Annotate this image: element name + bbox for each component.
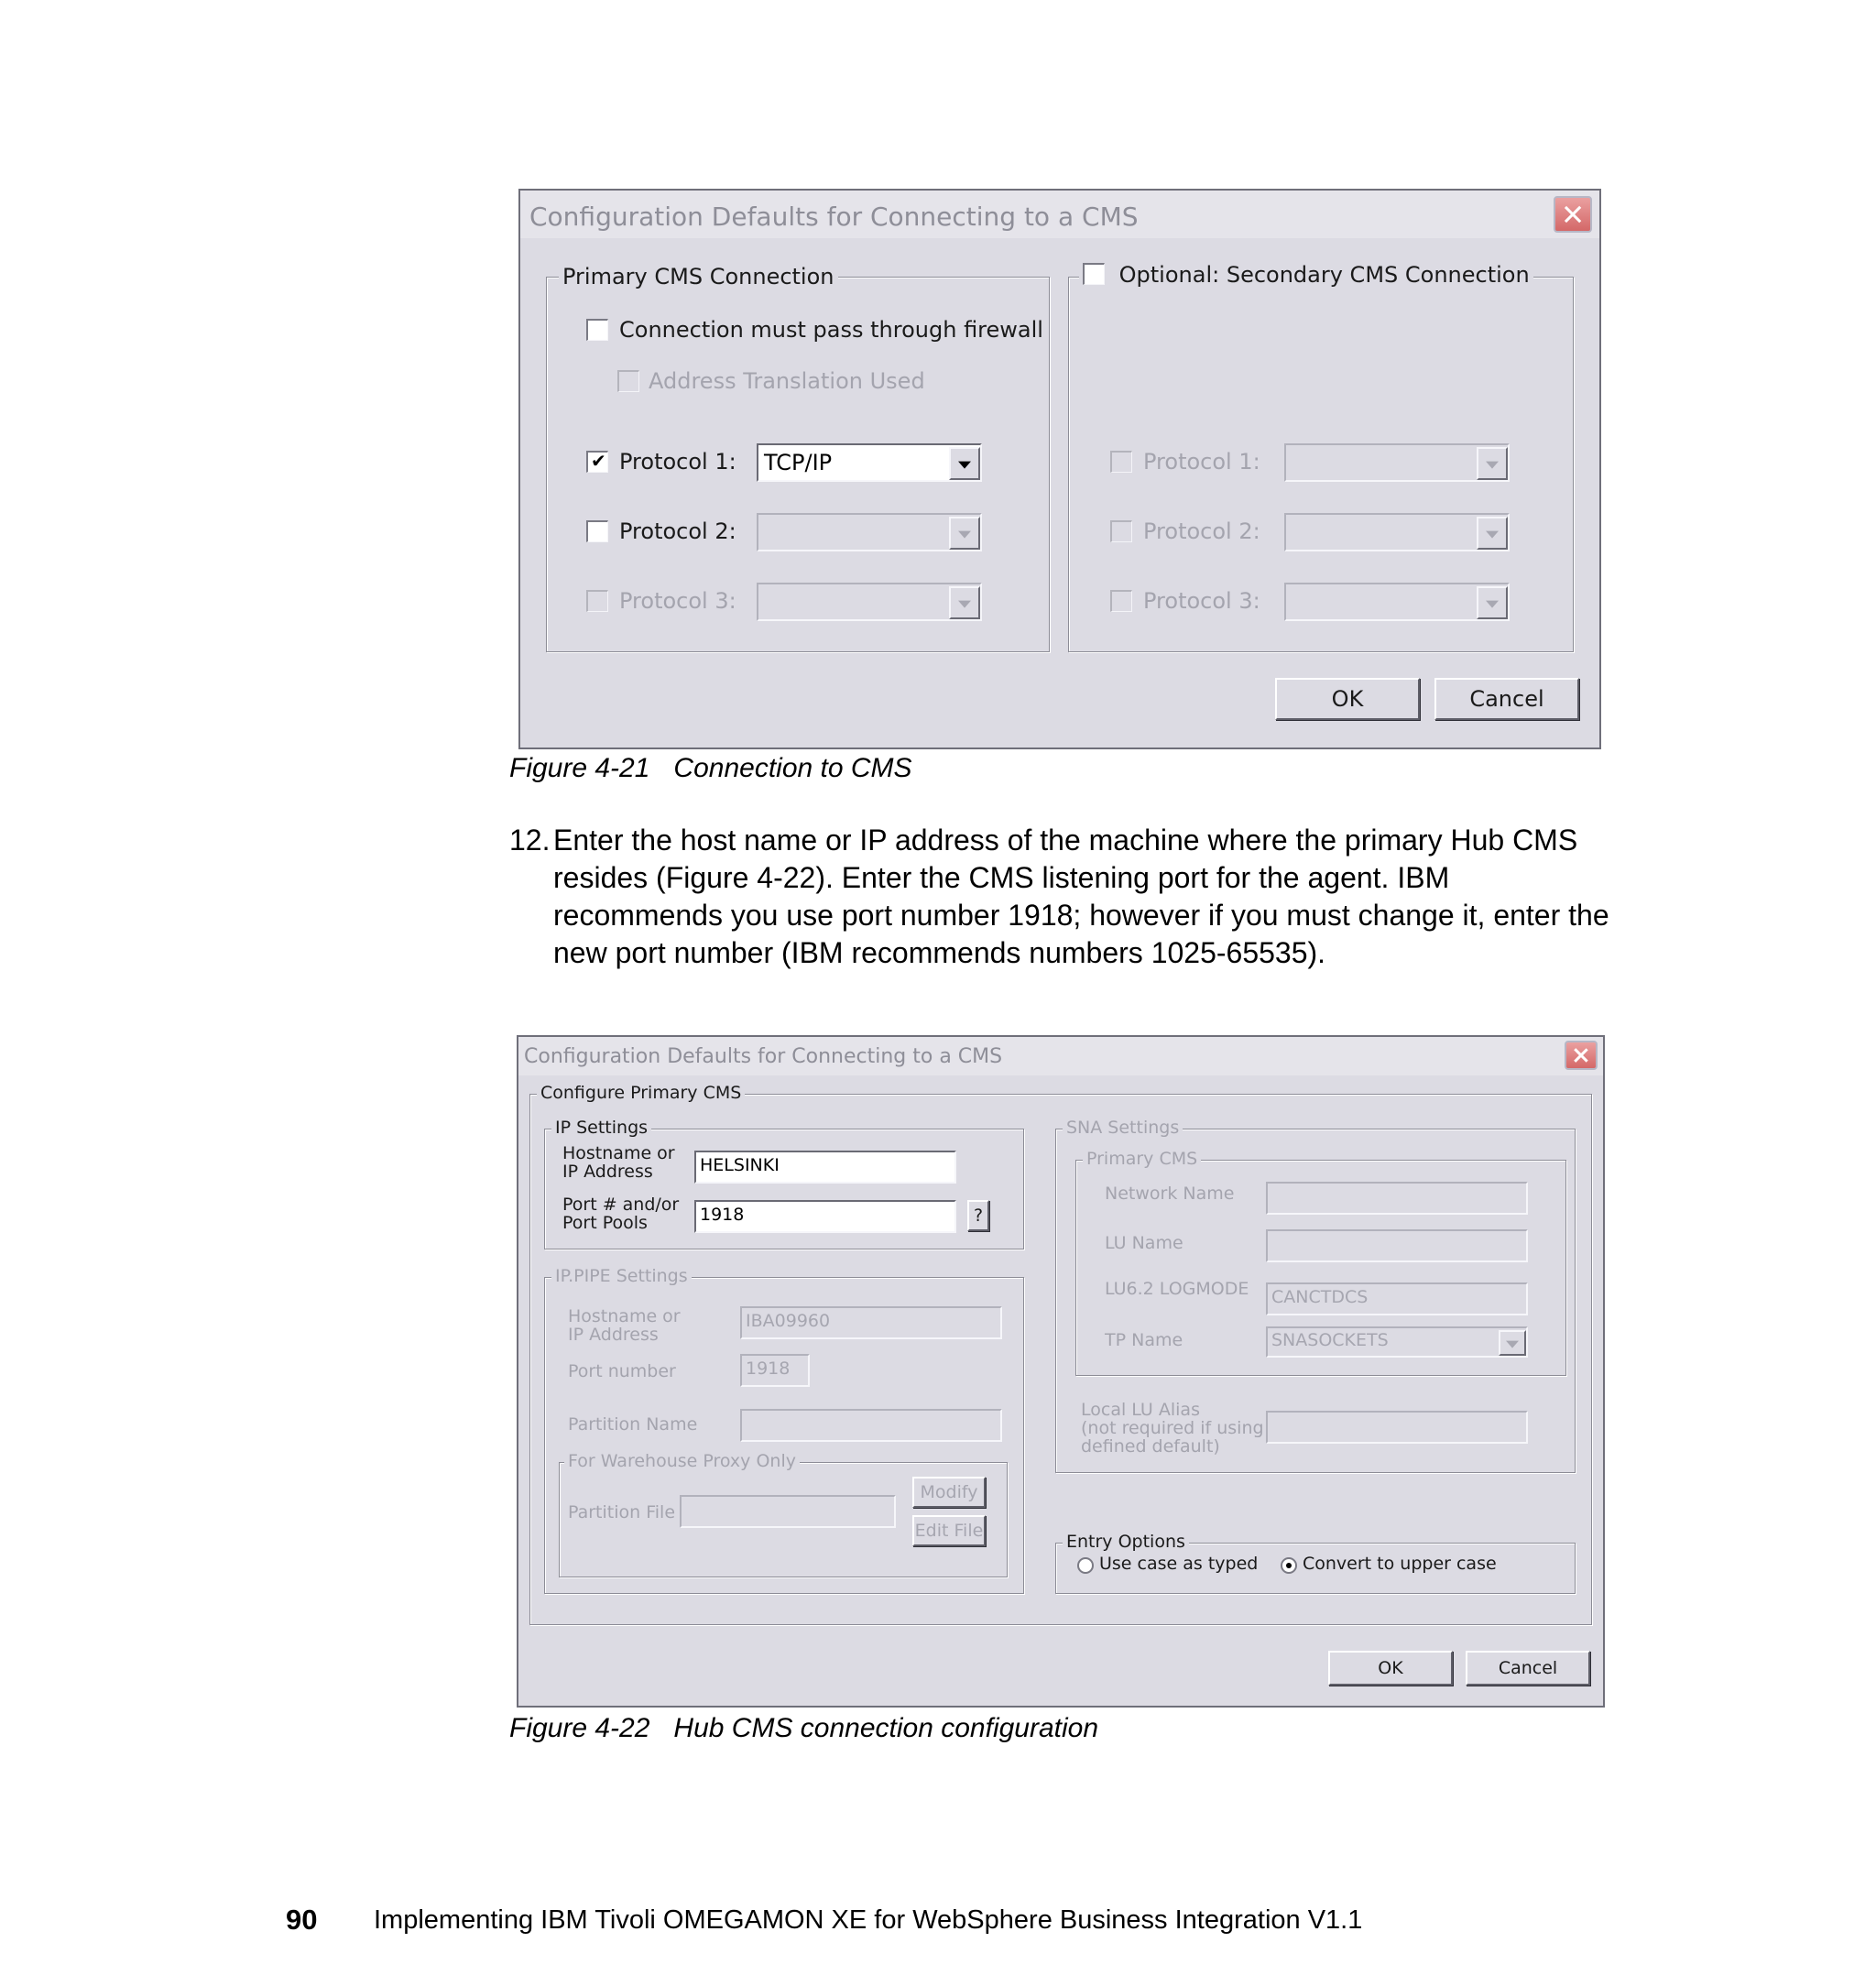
network-name-label: Network Name — [1105, 1184, 1235, 1204]
secondary-protocol-3-dropdown-button[interactable] — [1477, 586, 1508, 619]
chevron-down-icon — [1486, 601, 1499, 608]
hostname-input[interactable]: HELSINKI — [694, 1151, 956, 1184]
radio-selected-dot — [1286, 1563, 1292, 1568]
secondary-cms-label: Optional: Secondary CMS Connection — [1118, 262, 1530, 288]
sna-primary-cms-legend: Primary CMS — [1083, 1149, 1201, 1169]
protocol-1-label: Protocol 1: — [619, 449, 736, 475]
port-help-button[interactable]: ? — [967, 1200, 989, 1231]
ip-settings-legend: IP Settings — [551, 1118, 651, 1138]
book-title: Implementing IBM Tivoli OMEGAMON XE for WebSphere Business Integration V1.1 — [374, 1905, 1363, 1935]
chevron-down-icon — [1506, 1341, 1519, 1348]
protocol-3-checkbox[interactable] — [586, 590, 608, 612]
firewall-checkbox[interactable] — [586, 319, 608, 341]
local-lu-alias-label: Local LU Alias (not required if using defined default) — [1081, 1400, 1264, 1457]
hub-cms-dialog — [517, 1035, 1605, 1708]
caption-text: Hub CMS connection configuration — [673, 1713, 1099, 1743]
caption-text: Connection to CMS — [673, 753, 912, 783]
primary-cms-legend: Primary CMS Connection — [559, 264, 838, 289]
lu-name-label: LU Name — [1105, 1233, 1183, 1253]
network-name-input[interactable] — [1266, 1182, 1528, 1215]
close-button[interactable] — [1565, 1041, 1598, 1070]
title-bar — [520, 191, 1599, 238]
logmode-input[interactable]: CANCTDCS — [1266, 1282, 1528, 1315]
protocol-1-value: TCP/IP — [764, 450, 833, 475]
warehouse-proxy-legend: For Warehouse Proxy Only — [564, 1451, 800, 1471]
secondary-cms-legend — [1079, 262, 1533, 288]
secondary-protocol-1-dropdown-button[interactable] — [1477, 447, 1508, 480]
dialog-title: Configuration Defaults for Connecting to a CMS — [529, 202, 1139, 232]
sna-settings-legend: SNA Settings — [1063, 1118, 1183, 1138]
secondary-protocol-2-label: Protocol 2: — [1143, 518, 1260, 544]
entry-options-legend: Entry Options — [1063, 1532, 1189, 1552]
step-12-text: Enter the host name or IP address of the machine where the primary Hub CMS resides (Figure 4-22). Enter the CMS listening port for the agent. IBM recommends you use port number 1918; however if you must change it, enter the new port number (IBM recommends numbers 1025-65535). — [553, 824, 1609, 969]
step-12-number: 12. — [509, 824, 551, 857]
secondary-protocol-1-checkbox[interactable] — [1110, 451, 1132, 473]
tp-name-label: TP Name — [1105, 1330, 1183, 1350]
page-number: 90 — [286, 1904, 318, 1936]
protocol-2-checkbox[interactable] — [586, 520, 608, 542]
cancel-button[interactable]: Cancel — [1434, 678, 1579, 720]
figure-4-21-caption — [509, 753, 912, 784]
ippipe-hostname-label: Hostname or IP Address — [568, 1306, 681, 1345]
ok-button[interactable]: OK — [1328, 1651, 1453, 1686]
chevron-down-icon — [958, 462, 971, 469]
chevron-down-icon — [958, 531, 971, 539]
secondary-protocol-1-label: Protocol 1: — [1143, 449, 1260, 475]
partition-file-input[interactable] — [680, 1495, 896, 1528]
port-input[interactable]: 1918 — [694, 1200, 956, 1233]
address-translation-label: Address Translation Used — [649, 368, 925, 394]
ippipe-settings-legend: IP.PIPE Settings — [551, 1266, 692, 1286]
lu-name-input[interactable] — [1266, 1229, 1528, 1262]
protocol-3-label: Protocol 3: — [619, 588, 736, 614]
connection-dialog — [518, 189, 1601, 749]
secondary-protocol-2-dropdown-button[interactable] — [1477, 517, 1508, 550]
convert-to-upper-case-radio[interactable] — [1281, 1557, 1297, 1574]
caption-number: Figure 4-22 — [509, 1713, 650, 1743]
protocol-1-dropdown-button[interactable] — [949, 447, 980, 480]
tp-name-dropdown-button[interactable] — [1499, 1330, 1526, 1356]
port-label: Port # and/or Port Pools — [562, 1195, 680, 1233]
caption-number: Figure 4-21 — [509, 753, 650, 783]
close-button[interactable] — [1554, 196, 1592, 233]
figure-4-22-caption — [509, 1713, 1098, 1744]
logmode-label: LU6.2 LOGMODE — [1105, 1279, 1249, 1299]
secondary-protocol-3-label: Protocol 3: — [1143, 588, 1260, 614]
firewall-label: Connection must pass through firewall — [619, 317, 1043, 343]
ippipe-port-input[interactable]: 1918 — [740, 1354, 810, 1387]
close-icon — [1555, 198, 1590, 231]
use-case-as-typed-label: Use case as typed — [1099, 1554, 1259, 1574]
chevron-down-icon — [958, 601, 971, 608]
check-mark-icon: ✔ — [591, 450, 606, 472]
protocol-1-checkbox[interactable] — [586, 451, 608, 473]
tp-name-select[interactable]: SNASOCKETS — [1266, 1326, 1528, 1358]
chevron-down-icon — [1486, 531, 1499, 539]
ippipe-port-label: Port number — [568, 1361, 676, 1381]
partition-file-label: Partition File — [568, 1502, 676, 1522]
address-translation-checkbox[interactable] — [617, 370, 639, 392]
secondary-cms-checkbox[interactable] — [1083, 263, 1105, 285]
configure-primary-legend: Configure Primary CMS — [537, 1083, 745, 1103]
ippipe-hostname-input[interactable]: IBA09960 — [740, 1306, 1002, 1339]
chevron-down-icon — [1486, 462, 1499, 469]
partition-name-input[interactable] — [740, 1409, 1002, 1442]
secondary-protocol-3-checkbox[interactable] — [1110, 590, 1132, 612]
ok-button[interactable]: OK — [1275, 678, 1420, 720]
secondary-protocol-2-checkbox[interactable] — [1110, 520, 1132, 542]
convert-to-upper-case-label: Convert to upper case — [1303, 1554, 1497, 1574]
hostname-label: Hostname or IP Address — [562, 1143, 675, 1182]
partition-name-label: Partition Name — [568, 1414, 698, 1435]
protocol-2-dropdown-button[interactable] — [949, 517, 980, 550]
use-case-as-typed-radio[interactable] — [1077, 1557, 1094, 1574]
edit-file-button[interactable]: Edit File — [912, 1515, 986, 1546]
modify-button[interactable]: Modify — [912, 1477, 986, 1508]
cancel-button[interactable]: Cancel — [1466, 1651, 1590, 1686]
title-bar — [518, 1037, 1603, 1075]
protocol-2-label: Protocol 2: — [619, 518, 736, 544]
dialog-title: Configuration Defaults for Connecting to a CMS — [524, 1045, 1003, 1068]
local-lu-alias-input[interactable] — [1266, 1411, 1528, 1444]
close-icon — [1566, 1042, 1596, 1068]
protocol-3-dropdown-button[interactable] — [949, 586, 980, 619]
